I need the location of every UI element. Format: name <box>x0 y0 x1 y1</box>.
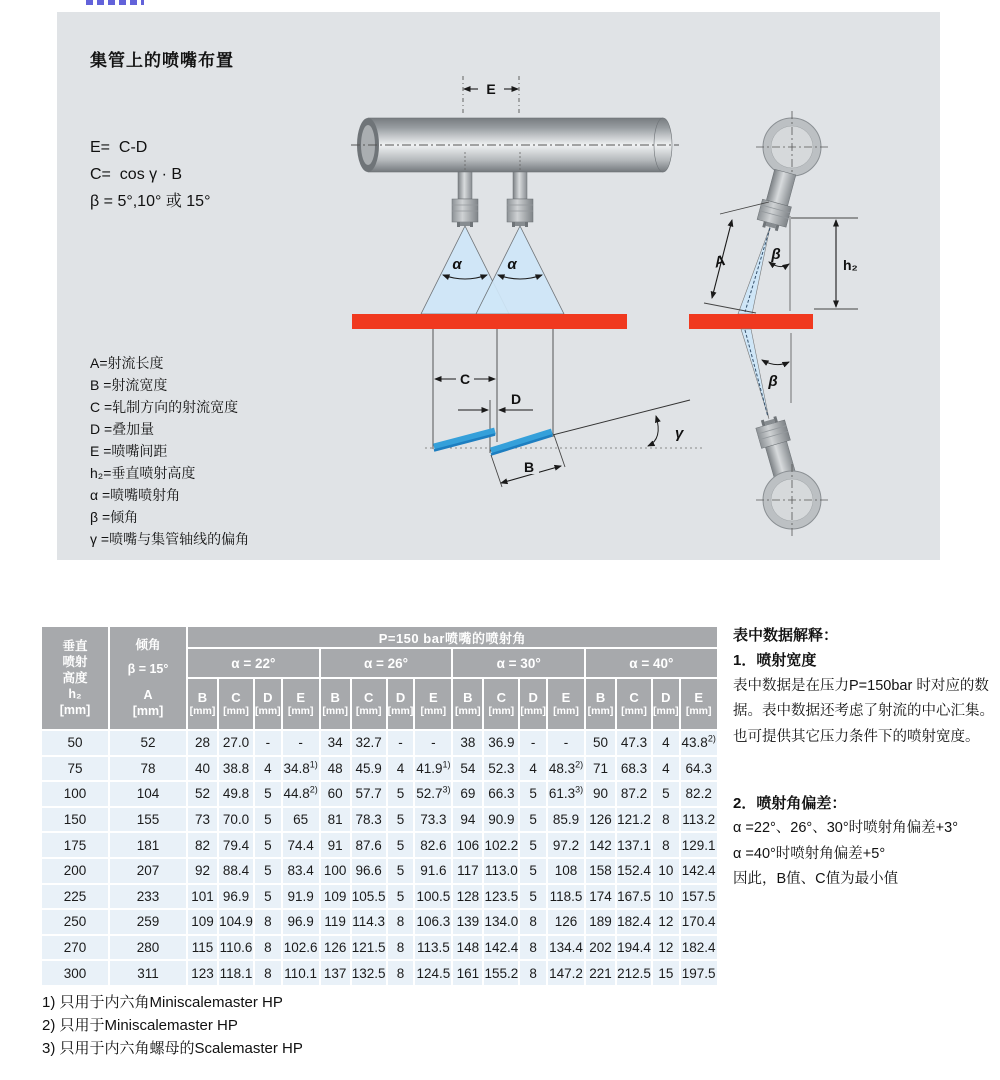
table-cell: 4 <box>387 756 415 782</box>
table-cell: 197.5 <box>680 960 718 986</box>
notes-section2-lines <box>733 816 1000 892</box>
table-cell: 110.6 <box>218 935 254 961</box>
table-cell: 69 <box>452 781 483 807</box>
table-cell: 161 <box>452 960 483 986</box>
table-cell: 10 <box>652 858 680 884</box>
dim-h2 <box>791 218 858 309</box>
table-cell: 8 <box>387 909 415 935</box>
spray-footprint-right <box>491 432 552 455</box>
table-cell: 100.5 <box>414 884 452 910</box>
table-cell: 96.6 <box>351 858 387 884</box>
header-span-title: P=150 bar喷嘴的喷射角 <box>187 626 718 648</box>
header-sub-col: D [mm] <box>254 678 282 730</box>
table-cell: 167.5 <box>616 884 652 910</box>
table-cell: 48.3$^{2)}$ <box>547 756 585 782</box>
table-cell: 83.4 <box>282 858 320 884</box>
table-cell: 200 <box>41 858 109 884</box>
header-a-column: 倾角 β = 15° A [mm] <box>109 626 187 730</box>
table-cell: 44.8$^{2)}$ <box>282 781 320 807</box>
table-cell: 57.7 <box>351 781 387 807</box>
table-cell: 88.4 <box>218 858 254 884</box>
table-cell: 101 <box>187 884 218 910</box>
table-cell: 4 <box>519 756 547 782</box>
table-cell: 102.2 <box>483 832 519 858</box>
table-cell: 106 <box>452 832 483 858</box>
table-cell: 212.5 <box>616 960 652 986</box>
table-cell: 8 <box>519 909 547 935</box>
dim-label-beta-upper: β <box>771 246 781 263</box>
table-row <box>41 730 718 756</box>
table-cell: 147.2 <box>547 960 585 986</box>
table-cell: 71 <box>585 756 616 782</box>
table-cell: 126 <box>320 935 351 961</box>
table-cell: 10 <box>652 884 680 910</box>
table-cell: 225 <box>41 884 109 910</box>
table-cell: 85.9 <box>547 807 585 833</box>
table-cell: 5 <box>387 858 415 884</box>
table-cell: 5 <box>254 832 282 858</box>
clipped-blue-text-artifact <box>86 0 144 5</box>
table-cell: 280 <box>109 935 187 961</box>
table-cell: 109 <box>320 884 351 910</box>
table-cell: 96.9 <box>218 884 254 910</box>
table-cell: 47.3 <box>616 730 652 756</box>
table-cell: 5 <box>387 832 415 858</box>
table-cell: 134.4 <box>547 935 585 961</box>
header-alpha-group: α = 26° <box>320 648 453 678</box>
table-cell: 81 <box>320 807 351 833</box>
dim-label-alpha-left: α <box>452 256 462 273</box>
table-cell: 129.1 <box>680 832 718 858</box>
table-cell: 97.2 <box>547 832 585 858</box>
table-cell: 41.9$^{1)}$ <box>414 756 452 782</box>
nozzle-side-bottom <box>754 414 799 479</box>
dim-label-e: E <box>486 81 496 97</box>
spray-data-table <box>40 625 719 987</box>
footnote-line: 2) 只用于Miniscalemaster HP <box>42 1017 238 1034</box>
table-cell: 91.6 <box>414 858 452 884</box>
table-cell: - <box>254 730 282 756</box>
diagram-panel <box>57 12 940 560</box>
table-cell: 250 <box>41 909 109 935</box>
table-cell: 5 <box>519 858 547 884</box>
steel-plate-center <box>352 314 627 329</box>
steel-plate-right <box>689 314 813 329</box>
table-cell: 34 <box>320 730 351 756</box>
table-cell: 12 <box>652 909 680 935</box>
table-head <box>41 626 718 730</box>
note-line: 因此，B值、C值为最小值 <box>733 871 899 888</box>
table-cell: 158 <box>585 858 616 884</box>
table-cell: - <box>547 730 585 756</box>
table-cell: 5 <box>254 807 282 833</box>
notes-section2-title: 2．喷射角偏差： <box>733 794 847 812</box>
table-cell: 311 <box>109 960 187 986</box>
header-sub-col: E [mm] <box>414 678 452 730</box>
table-cell: 123 <box>187 960 218 986</box>
dim-d <box>458 391 533 410</box>
table-cell: 100 <box>41 781 109 807</box>
table-cell: 8 <box>652 832 680 858</box>
legend-line: E =喷嘴间距 <box>90 443 168 459</box>
table-cell: 54 <box>452 756 483 782</box>
table-cell: 119 <box>320 909 351 935</box>
table-cell: 8 <box>254 960 282 986</box>
legend-block <box>90 352 249 550</box>
table-cell: 105.5 <box>351 884 387 910</box>
table-row <box>41 884 718 910</box>
table-cell: 90 <box>585 781 616 807</box>
table-cell: 91 <box>320 832 351 858</box>
header-sub-col: C [mm] <box>483 678 519 730</box>
header-sub-col: D [mm] <box>387 678 415 730</box>
formula-line: β = 5°,10° 或 15° <box>90 193 211 210</box>
table-cell: 43.8$^{2)}$ <box>680 730 718 756</box>
table-cell: 128 <box>452 884 483 910</box>
table-cell: 82.2 <box>680 781 718 807</box>
formula-block <box>90 134 210 215</box>
header-sub-col: C [mm] <box>616 678 652 730</box>
note-line: α =40°时喷射角偏差+5° <box>733 845 886 862</box>
table-cell: 68.3 <box>616 756 652 782</box>
table-cell: 91.9 <box>282 884 320 910</box>
table-cell: 104.9 <box>218 909 254 935</box>
header-h2-column: 垂直 喷射 高度 h₂ [mm] <box>41 626 109 730</box>
table-cell: 8 <box>387 960 415 986</box>
legend-line: h₂=垂直喷射高度 <box>90 465 196 481</box>
table-cell: 155.2 <box>483 960 519 986</box>
header-sub-col: B [mm] <box>452 678 483 730</box>
table-cell: 32.7 <box>351 730 387 756</box>
table-cell: 182.4 <box>616 909 652 935</box>
legend-line: β =倾角 <box>90 509 139 525</box>
table-cell: 132.5 <box>351 960 387 986</box>
table-cell: 60 <box>320 781 351 807</box>
table-cell: 113.5 <box>414 935 452 961</box>
dim-beta-lower <box>762 333 791 403</box>
table-cell: 121.5 <box>351 935 387 961</box>
table-cell: 70.0 <box>218 807 254 833</box>
dim-beta-upper <box>769 216 790 311</box>
table-cell: 5 <box>254 781 282 807</box>
dim-label-h2: h₂ <box>843 257 858 273</box>
table-cell: 94 <box>452 807 483 833</box>
table-cell: 8 <box>254 909 282 935</box>
table-cell: 139 <box>452 909 483 935</box>
header-alpha-group: α = 30° <box>452 648 585 678</box>
table-cell: 52 <box>109 730 187 756</box>
table-cell: 124.5 <box>414 960 452 986</box>
header-sub-col: B [mm] <box>187 678 218 730</box>
legend-line: B =射流宽度 <box>90 377 168 393</box>
table-cell: 73 <box>187 807 218 833</box>
table-cell: 150 <box>41 807 109 833</box>
header-sub-col: C [mm] <box>351 678 387 730</box>
table-cell: 104 <box>109 781 187 807</box>
table-cell: 5 <box>519 884 547 910</box>
table-cell: 121.2 <box>616 807 652 833</box>
dim-label-beta-lower: β <box>768 373 778 390</box>
table-cell: 113.0 <box>483 858 519 884</box>
table-cell: 87.6 <box>351 832 387 858</box>
table-cell: 50 <box>41 730 109 756</box>
dim-label-gamma: γ <box>675 425 684 442</box>
table-cell: 4 <box>652 730 680 756</box>
header-alpha-group: α = 40° <box>585 648 718 678</box>
header-sub-col: B [mm] <box>320 678 351 730</box>
header-sub-col: C [mm] <box>218 678 254 730</box>
table-cell: 110.1 <box>282 960 320 986</box>
table-cell: - <box>387 730 415 756</box>
table-cell: 8 <box>254 935 282 961</box>
notes-section1-title: 1．喷射宽度 <box>733 652 817 669</box>
table-cell: 5 <box>519 781 547 807</box>
table-cell: 12 <box>652 935 680 961</box>
dim-label-d: D <box>510 391 522 407</box>
table-cell: 75 <box>41 756 109 782</box>
header-sub-col: B [mm] <box>585 678 616 730</box>
table-cell: 78 <box>109 756 187 782</box>
table-body <box>41 730 718 986</box>
table-cell: 5 <box>387 807 415 833</box>
table-cell: 221 <box>585 960 616 986</box>
header-sub-col: E [mm] <box>282 678 320 730</box>
table-cell: 123.5 <box>483 884 519 910</box>
table-row <box>41 807 718 833</box>
table-cell: 108 <box>547 858 585 884</box>
dim-gamma <box>648 416 685 446</box>
dim-label-b: B <box>523 459 535 475</box>
legend-line: A=射流长度 <box>90 355 164 371</box>
table-cell: 8 <box>387 935 415 961</box>
table-cell: 182.4 <box>680 935 718 961</box>
table-row <box>41 781 718 807</box>
table-row <box>41 960 718 986</box>
table-cell: 118.5 <box>547 884 585 910</box>
table-cell: 202 <box>585 935 616 961</box>
table-cell: 100 <box>320 858 351 884</box>
header-sub-col: E [mm] <box>680 678 718 730</box>
table-cell: - <box>282 730 320 756</box>
dim-c <box>435 371 495 387</box>
table-cell: 5 <box>519 832 547 858</box>
table-cell: 5 <box>254 858 282 884</box>
table-cell: 73.3 <box>414 807 452 833</box>
table-cell: 15 <box>652 960 680 986</box>
footnotes <box>42 991 303 1060</box>
table-cell: 175 <box>41 832 109 858</box>
table-cell: 92 <box>187 858 218 884</box>
table-cell: 61.3$^{3)}$ <box>547 781 585 807</box>
table-cell: 64.3 <box>680 756 718 782</box>
table-cell: 181 <box>109 832 187 858</box>
table-cell: 194.4 <box>616 935 652 961</box>
table-cell: 66.3 <box>483 781 519 807</box>
table-cell: 74.4 <box>282 832 320 858</box>
legend-line: C =轧制方向的射流宽度 <box>90 399 239 415</box>
footnote-line: 3) 只用于内六角螺母的Scalemaster HP <box>42 1040 303 1057</box>
table-cell: 82.6 <box>414 832 452 858</box>
dim-label-a: A <box>712 251 728 272</box>
table-cell: 114.3 <box>351 909 387 935</box>
dim-e <box>463 76 519 116</box>
table-cell: 189 <box>585 909 616 935</box>
table-cell: 5 <box>254 884 282 910</box>
legend-line: D =叠加量 <box>90 421 155 437</box>
table-cell: 5 <box>387 781 415 807</box>
jet-upper <box>738 227 770 314</box>
table-cell: 106.3 <box>414 909 452 935</box>
notes-column <box>733 624 1000 893</box>
note-line: α =22°、26°、30°时喷射角偏差+3° <box>733 820 958 837</box>
table-cell: 8 <box>519 935 547 961</box>
table-cell: 137.1 <box>616 832 652 858</box>
notes-title: 表中数据解释： <box>733 627 839 644</box>
table-cell: 134.0 <box>483 909 519 935</box>
table-cell: 82 <box>187 832 218 858</box>
legend-line: γ =喷嘴与集管轴线的偏角 <box>90 531 250 547</box>
table-cell: 270 <box>41 935 109 961</box>
header-sub-col: D [mm] <box>652 678 680 730</box>
table-cell: 155 <box>109 807 187 833</box>
pipe-section-bottom <box>756 464 828 536</box>
table-cell: 4 <box>254 756 282 782</box>
table-cell: 152.4 <box>616 858 652 884</box>
table-cell: 34.8$^{1)}$ <box>282 756 320 782</box>
footnote-line: 1) 只用于内六角Miniscalemaster HP <box>42 994 283 1011</box>
table-cell: - <box>414 730 452 756</box>
table-cell: 102.6 <box>282 935 320 961</box>
table-cell: 90.9 <box>483 807 519 833</box>
table-cell: 38.8 <box>218 756 254 782</box>
table-cell: 5 <box>519 807 547 833</box>
table-cell: 5 <box>652 781 680 807</box>
table-cell: 137 <box>320 960 351 986</box>
table-cell: 36.9 <box>483 730 519 756</box>
table-cell: 78.3 <box>351 807 387 833</box>
table-cell: 118.1 <box>218 960 254 986</box>
table-cell: 8 <box>519 960 547 986</box>
table-cell: 40 <box>187 756 218 782</box>
table-cell: 115 <box>187 935 218 961</box>
table-cell: 142 <box>585 832 616 858</box>
table-row <box>41 935 718 961</box>
table-cell: 300 <box>41 960 109 986</box>
table-cell: 52 <box>187 781 218 807</box>
table-cell: 170.4 <box>680 909 718 935</box>
table-cell: 126 <box>585 807 616 833</box>
header-row-1 <box>41 626 718 648</box>
table-cell: 113.2 <box>680 807 718 833</box>
table-cell: 50 <box>585 730 616 756</box>
table-row <box>41 832 718 858</box>
header-sub-col: E [mm] <box>547 678 585 730</box>
table-cell: 142.4 <box>680 858 718 884</box>
table-cell: 79.4 <box>218 832 254 858</box>
table-cell: 52.7$^{3)}$ <box>414 781 452 807</box>
table-cell: 148 <box>452 935 483 961</box>
formula-line: C= cos γ · B <box>90 166 183 183</box>
table-cell: 8 <box>652 807 680 833</box>
legend-line: α =喷嘴喷射角 <box>90 487 181 503</box>
table-cell: 45.9 <box>351 756 387 782</box>
table-row <box>41 756 718 782</box>
table-row <box>41 858 718 884</box>
table-cell: 49.8 <box>218 781 254 807</box>
table-cell: 109 <box>187 909 218 935</box>
formula-line: E= C-D <box>90 139 148 156</box>
panel-title: 集管上的喷嘴布置 <box>90 51 234 70</box>
table-cell: 174 <box>585 884 616 910</box>
header-pipe <box>351 118 679 172</box>
nozzle-side-top <box>756 168 800 233</box>
header-sub-col: D [mm] <box>519 678 547 730</box>
table-cell: 5 <box>387 884 415 910</box>
table-cell: 65 <box>282 807 320 833</box>
table-row <box>41 909 718 935</box>
table-cell: 207 <box>109 858 187 884</box>
table-cell: 259 <box>109 909 187 935</box>
notes-section1-body: 表中数据是在压力P=150bar 时对应的数据。表中数据还考虑了射流的中心汇集。也可提供其它压力条件下的喷射宽度。 <box>733 677 994 746</box>
table-cell: 38 <box>452 730 483 756</box>
table-cell: 27.0 <box>218 730 254 756</box>
jet-lower <box>741 329 769 419</box>
table-cell: 48 <box>320 756 351 782</box>
table-cell: 52.3 <box>483 756 519 782</box>
table-cell: 126 <box>547 909 585 935</box>
table-cell: 117 <box>452 858 483 884</box>
spray-cone-right <box>476 226 564 314</box>
dim-label-alpha-right: α <box>507 256 517 273</box>
pipe-section-top <box>756 111 828 183</box>
table-cell: 96.9 <box>282 909 320 935</box>
table-cell: 142.4 <box>483 935 519 961</box>
header-alpha-group: α = 22° <box>187 648 320 678</box>
table-cell: - <box>519 730 547 756</box>
table-cell: 87.2 <box>616 781 652 807</box>
table-cell: 157.5 <box>680 884 718 910</box>
table-cell: 28 <box>187 730 218 756</box>
dim-label-c: C <box>459 371 471 387</box>
table-cell: 233 <box>109 884 187 910</box>
table-cell: 4 <box>652 756 680 782</box>
